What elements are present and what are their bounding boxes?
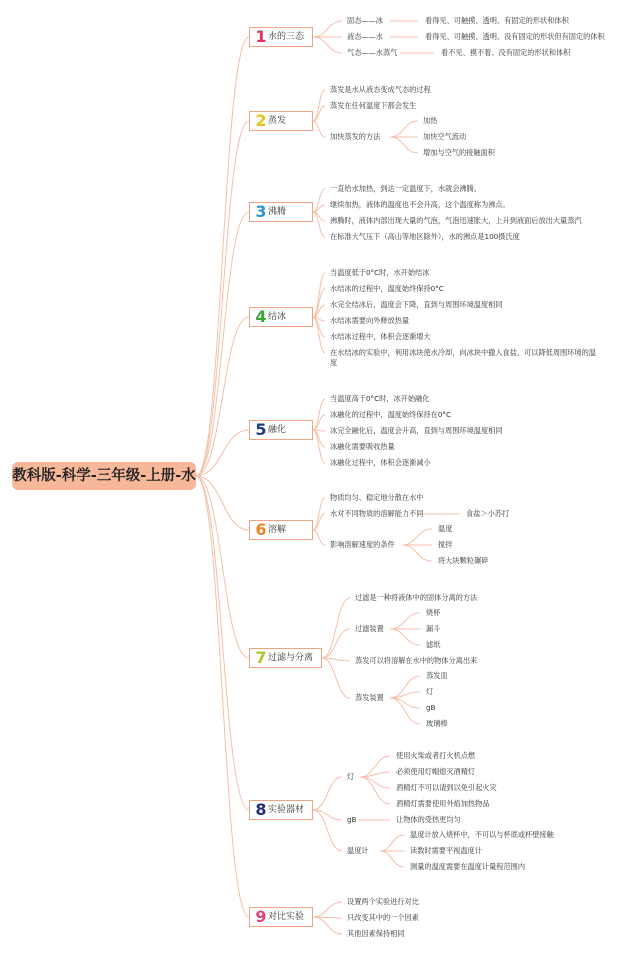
leaf-6-3-1: 温度 — [438, 524, 453, 533]
connector-59 — [360, 777, 390, 788]
leaf-2-1: 蒸发是水从液态变成气态的过程 — [330, 85, 431, 94]
topic-9[interactable] — [249, 907, 313, 927]
leaf-7-2-2: 漏斗 — [426, 624, 441, 633]
leaf-6-2-1: 食盐＞小苏打 — [466, 509, 510, 518]
leaf-1-3-desc: 看不见、摸不着、没有固定的形状和体积 — [441, 48, 571, 57]
leaf-4-1: 当温度低于0°C时，水开始结冰 — [330, 268, 430, 277]
topic-8[interactable] — [249, 800, 313, 820]
leaf-5-4: 冰融化需要吸收热量 — [330, 442, 395, 451]
leaf-2-3-1: 加热 — [423, 116, 438, 125]
leaf-7-4-4: 玻璃棒 — [426, 719, 448, 728]
leaf-5-1: 当温度高于0°C时，冰开始融化 — [330, 394, 430, 403]
leaf-7-3: 蒸发可以将溶解在水中的物体分离出来 — [355, 656, 478, 665]
leaf-6-3-2: 搅拌 — [438, 540, 453, 549]
leaf-9-3: 其他因素保持相同 — [347, 929, 405, 938]
connector-57 — [360, 756, 390, 777]
connector-38 — [313, 530, 325, 545]
leaf-5-2: 冰融化的过程中，温度始终保持在0°C — [330, 410, 451, 419]
leaf-1-1-desc: 看得见、可触摸、透明、有固定的形状和体积 — [425, 16, 569, 25]
leaf-7-4-3: gB — [426, 703, 436, 712]
connector-65 — [313, 902, 342, 917]
connector-31 — [313, 399, 325, 430]
connector-7 — [196, 476, 249, 810]
leaf-6-1: 物质均匀、稳定地分散在水中 — [330, 493, 424, 502]
leaf-6-3-3: 将大块颗粒碾碎 — [438, 556, 489, 565]
leaf-3-2: 继续加热，液体的温度也不会升高，这个温度称为沸点。 — [330, 200, 510, 209]
leaf-8-1-2: 必须使用灯帽熄灭酒精灯 — [396, 767, 476, 776]
topic-title: 对比实验 — [268, 912, 305, 922]
connector-1 — [196, 121, 249, 476]
connector-49 — [390, 629, 420, 645]
leaf-8-1-3: 酒精灯不可以请到以免引起火灾 — [396, 783, 497, 792]
leaf-7-4-2: 灯 — [426, 687, 434, 696]
topic-title: 结冰 — [268, 312, 287, 322]
connector-16 — [313, 106, 325, 121]
connector-18 — [390, 121, 418, 137]
topic-number: 2 — [255, 111, 267, 130]
leaf-1-1: 固态——冰 — [347, 16, 383, 25]
topic-number: 5 — [255, 420, 267, 439]
leaf-6-3: 影响溶解速度的条件 — [330, 540, 395, 549]
connector-20 — [390, 137, 418, 153]
topic-4[interactable] — [249, 307, 313, 327]
leaf-9-1: 设置两个实验进行对比 — [347, 897, 419, 906]
connector-11 — [313, 37, 342, 53]
leaf-7-2: 过滤装置 — [355, 624, 384, 633]
connector-5 — [196, 476, 249, 530]
connector-36 — [313, 498, 325, 530]
connector-44 — [322, 629, 350, 658]
topic-number: 7 — [255, 648, 267, 667]
topic-5[interactable] — [249, 420, 313, 440]
connector-0 — [196, 37, 249, 476]
leaf-7-1: 过滤是一种将液体中的固体分离的方法 — [355, 593, 478, 602]
leaf-8-2: gB — [347, 815, 357, 824]
topic-3[interactable] — [249, 202, 313, 222]
leaf-4-6: 在水结冰的实验中，利用冰块使水冷却，向冰块中撒入食盐，可以降低周围环境的温度 — [330, 348, 596, 367]
topic-title: 实验器材 — [268, 805, 305, 815]
leaf-8-3-2: 读数时需要平视温度计 — [410, 846, 482, 855]
leaf-7-2-3: 滤纸 — [426, 640, 441, 649]
connector-42 — [402, 545, 432, 561]
leaf-5-5: 冰融化过程中，体积会逐渐减小 — [330, 458, 431, 467]
topic-1[interactable] — [249, 27, 313, 47]
leaf-7-4: 蒸发装置 — [355, 693, 384, 702]
root-node[interactable]: 教科版-科学-三年级-上册-水 — [12, 462, 196, 490]
connector-53 — [390, 698, 420, 724]
connector-30 — [313, 317, 325, 353]
topic-6[interactable] — [249, 520, 313, 540]
topic-title: 融化 — [268, 425, 287, 435]
leaf-9-2: 只改变其中的一个因素 — [347, 913, 419, 922]
leaf-8-3-1: 温度计放入烧杯中，不可以与杯底或杯壁接触 — [410, 830, 554, 839]
connector-47 — [390, 613, 420, 629]
leaf-1-2-desc: 看得见、可触摸、透明、没有固定的形状但有固定的体积 — [425, 32, 605, 41]
leaf-3-1: 一直给水加热，到达一定温度下，水就会沸腾。 — [330, 184, 481, 193]
connector-4 — [196, 430, 249, 476]
topic-title: 溶解 — [268, 525, 287, 535]
topic-2[interactable] — [249, 111, 313, 131]
leaf-4-4: 水结冰需要向外释放热量 — [330, 316, 410, 325]
topic-title: 过滤与分离 — [268, 653, 314, 663]
leaf-8-1-4: 酒精灯需要使用外焰加热物品 — [396, 799, 490, 808]
leaf-3-4: 在标准大气压下（高山等地区除外），水的沸点是100摄氏度 — [330, 232, 520, 241]
leaf-8-2-1: 让物体的受热更均匀 — [396, 815, 461, 824]
connector-46 — [322, 658, 350, 698]
topic-7[interactable] — [249, 648, 322, 668]
leaf-8-1: 灯 — [347, 772, 355, 781]
leaf-4-3: 水完全结冰后，温度会下降，直到与周围环境温度相同 — [330, 300, 503, 309]
leaf-8-1-1: 使用火柴或者打火机点燃 — [396, 751, 476, 760]
leaf-2-2: 蒸发在任何温度下都会发生 — [330, 101, 417, 110]
connector-43 — [322, 598, 350, 658]
leaf-2-3: 加快蒸发的方法 — [330, 132, 381, 141]
topic-number: 8 — [255, 800, 267, 819]
connector-56 — [313, 810, 342, 851]
connector-32 — [313, 415, 325, 430]
leaf-2-3-3: 增加与空气的接触面积 — [423, 148, 495, 157]
leaf-3-3: 沸腾时，液体内部出现大量的气泡，气泡迅速胀大，上升到液面后放出大量蒸汽 — [330, 216, 582, 225]
topic-title: 蒸发 — [268, 116, 287, 126]
leaf-8-3-3: 测量的温度需要在温度计量程范围内 — [410, 862, 526, 871]
leaf-7-2-1: 烧杯 — [426, 608, 441, 617]
leaf-8-3: 温度计 — [347, 846, 369, 855]
connector-67 — [313, 917, 342, 934]
leaf-7-4-1: 蒸发皿 — [426, 671, 448, 680]
connector-40 — [402, 529, 432, 545]
connector-60 — [360, 777, 390, 804]
leaf-5-3: 冰完全融化后，温度会升高，直到与周围环境温度相同 — [330, 426, 503, 435]
connector-8 — [196, 476, 249, 917]
topic-title: 水的三态 — [268, 32, 305, 42]
connector-9 — [313, 21, 342, 37]
connector-15 — [313, 90, 325, 121]
connector-62 — [380, 835, 404, 851]
leaf-4-5: 水结冰过程中，体积会逐渐增大 — [330, 332, 431, 341]
topic-title: 沸腾 — [268, 207, 287, 217]
connector-64 — [380, 851, 404, 867]
topic-number: 4 — [255, 307, 267, 326]
topic-number: 1 — [255, 27, 267, 46]
topic-number: 9 — [255, 907, 267, 926]
topic-number: 3 — [255, 202, 267, 221]
connector-52 — [390, 698, 420, 708]
connector-54 — [313, 777, 342, 810]
leaf-6-2: 水对不同物质的溶解能力不同 — [330, 509, 424, 518]
topic-number: 6 — [255, 520, 267, 539]
connector-17 — [313, 121, 325, 137]
leaf-1-2: 液态——水 — [347, 32, 383, 41]
leaf-4-2: 水结冰的过程中，温度始终保持0°C — [330, 284, 444, 293]
leaf-2-3-2: 加快空气流动 — [423, 132, 467, 141]
leaf-1-3: 气态——水蒸气 — [347, 48, 398, 57]
